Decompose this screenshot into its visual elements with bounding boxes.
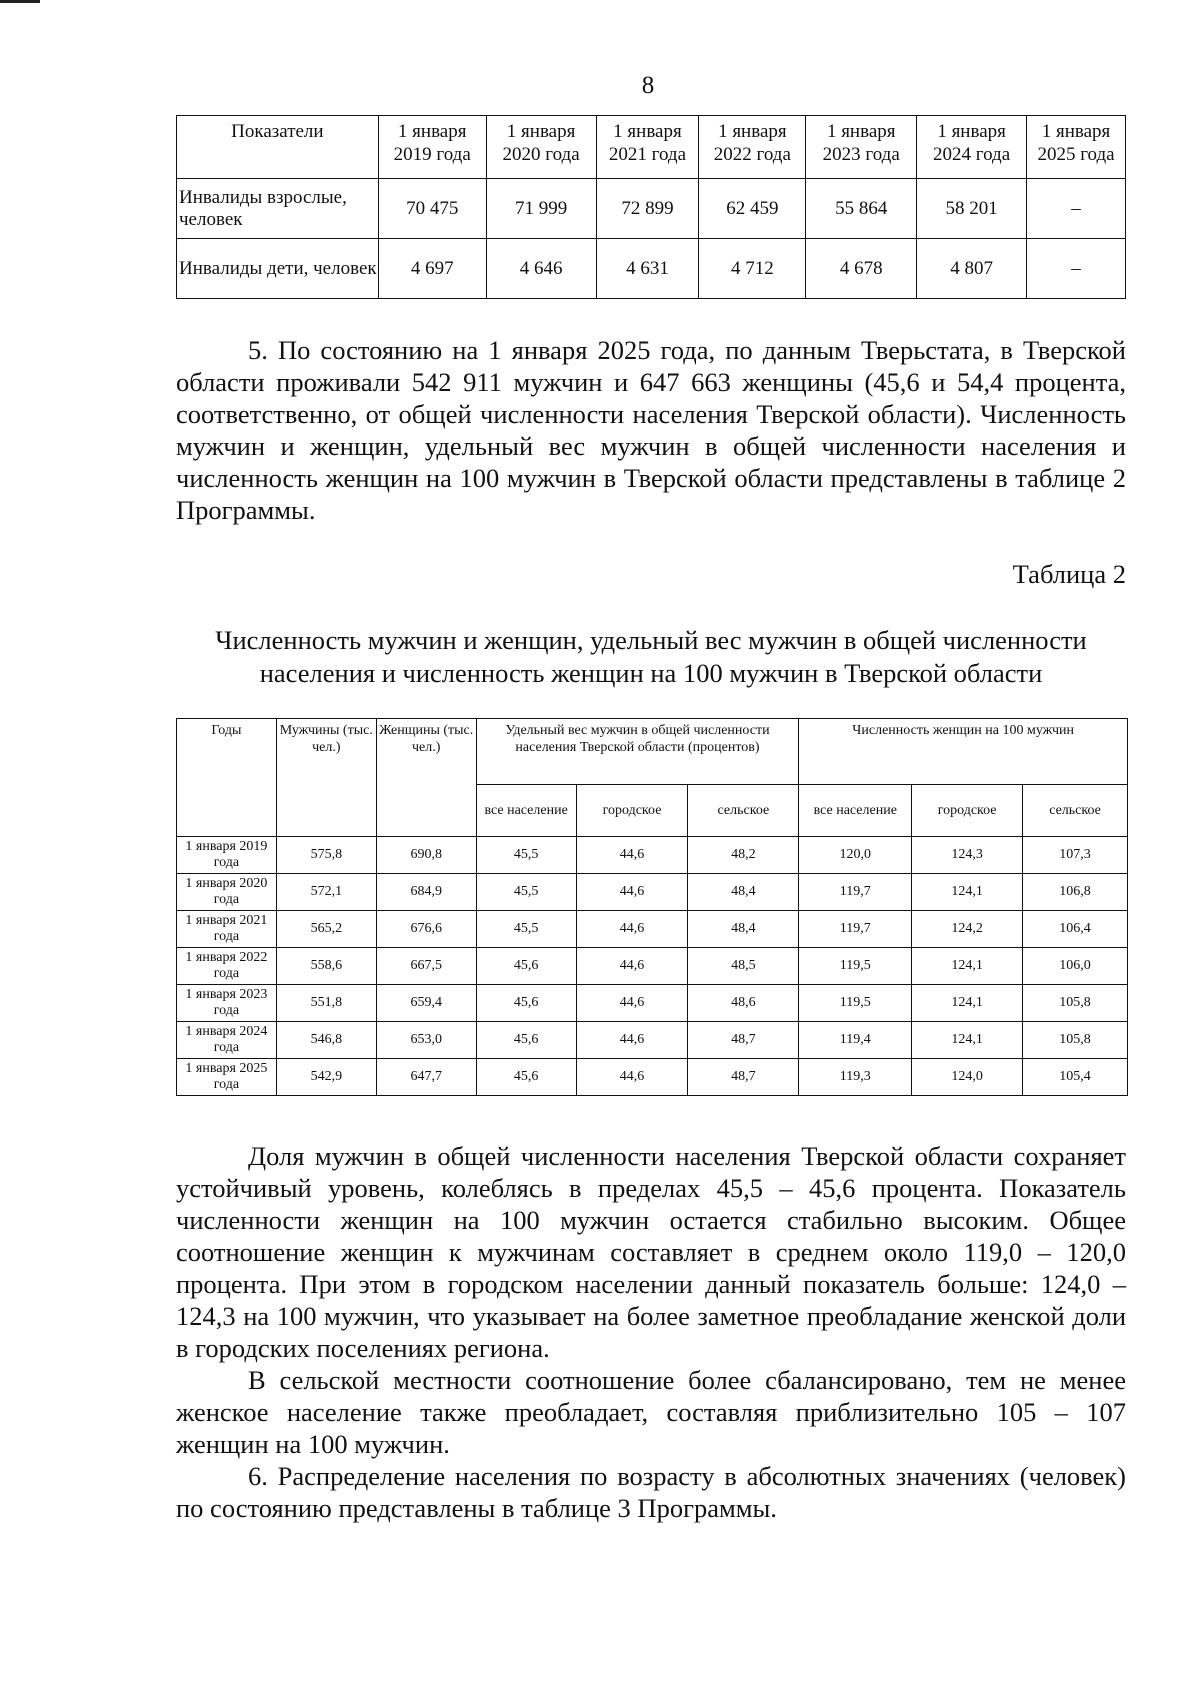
table-cell-men: 551,8: [276, 985, 376, 1022]
table-cell-men: 575,8: [276, 837, 376, 874]
table-cell-ratio-urban: 124,1: [912, 1022, 1023, 1059]
table-cell: 70 475: [378, 179, 486, 239]
table-cell-ratio-all: 119,5: [799, 948, 912, 985]
table-cell: –: [1027, 239, 1126, 299]
table-2-caption: Таблица 2: [1012, 559, 1126, 589]
header-year: 1 января 2019 года: [378, 116, 486, 179]
table-cell-women: 647,7: [376, 1059, 476, 1096]
table-cell-share-rural: 48,7: [688, 1059, 799, 1096]
table-cell-women: 667,5: [376, 948, 476, 985]
population-gender-table: [176, 718, 1128, 1096]
table-cell-ratio-rural: 106,8: [1023, 874, 1128, 911]
header-year: 1 января 2024 года: [917, 116, 1027, 179]
table-cell-share-rural: 48,4: [688, 911, 799, 948]
table-cell-ratio-urban: 124,1: [912, 948, 1023, 985]
table-cell: 62 459: [699, 179, 806, 239]
table-cell-ratio-all: 119,4: [799, 1022, 912, 1059]
row-label: Инвалиды взрослые, человек: [177, 179, 379, 239]
header-years: Годы: [177, 719, 277, 837]
table-cell-share-all: 45,6: [476, 985, 576, 1022]
header-year: 1 января 2020 года: [486, 116, 596, 179]
table-cell-ratio-all: 119,3: [799, 1059, 912, 1096]
table-cell: 4 678: [806, 239, 917, 299]
table-cell-share-urban: 44,6: [576, 948, 688, 985]
table-cell-ratio-urban: 124,2: [912, 911, 1023, 948]
table-header-row: [177, 719, 1128, 785]
table-row: [177, 179, 1126, 239]
table-cell-women: 684,9: [376, 874, 476, 911]
table-cell: 4 712: [699, 239, 806, 299]
table-row: [177, 911, 1128, 948]
table-cell-share-rural: 48,5: [688, 948, 799, 985]
table-cell-men: 546,8: [276, 1022, 376, 1059]
table-cell-women: 690,8: [376, 837, 476, 874]
header-share-rural: сельское: [688, 785, 799, 837]
page-number: 8: [641, 72, 655, 99]
table-cell-share-all: 45,6: [476, 948, 576, 985]
table-cell-ratio-urban: 124,1: [912, 985, 1023, 1022]
row-year: 1 января 2019 года: [177, 837, 277, 874]
header-year: 1 января 2023 года: [806, 116, 917, 179]
table-cell-share-urban: 44,6: [576, 837, 688, 874]
table-row: [177, 239, 1126, 299]
table-cell-ratio-rural: 105,4: [1023, 1059, 1128, 1096]
paragraph-men-share: Доля мужчин в общей численности населения Тверской области сохраняет устойчивый уровень, колеблясь в пределах 45,5 – 45,6 процента. Показатель численности женщин на 100 мужчин остается стабильно высоким. Общее соотношение женщин к мужчинам составляет в среднем около 119,0 – 120,0 процента. При этом в городском населении данный показатель больше: 124,0 – 124,3 на 100 мужчин, что указывает на более заметное преобладание женской доли в городских поселениях региона.: [176, 1141, 1126, 1363]
table-cell-share-all: 45,6: [476, 1022, 576, 1059]
table-row: [177, 874, 1128, 911]
header-men: Мужчины (тыс. чел.): [276, 719, 376, 837]
table-cell: 4 646: [486, 239, 596, 299]
table-cell-ratio-urban: 124,3: [912, 837, 1023, 874]
header-women: Женщины (тыс. чел.): [376, 719, 476, 837]
table-cell-men: 572,1: [276, 874, 376, 911]
table-cell-share-all: 45,5: [476, 874, 576, 911]
table-cell-share-all: 45,6: [476, 1059, 576, 1096]
table-cell-ratio-all: 120,0: [799, 837, 912, 874]
row-year: 1 января 2021 года: [177, 911, 277, 948]
table-cell-men: 558,6: [276, 948, 376, 985]
table-cell-share-all: 45,5: [476, 911, 576, 948]
table-cell-share-urban: 44,6: [576, 985, 688, 1022]
header-year: 1 января 2025 года: [1027, 116, 1126, 179]
table-cell: 72 899: [596, 179, 699, 239]
table-row: [177, 948, 1128, 985]
table-cell-share-rural: 48,4: [688, 874, 799, 911]
header-share-group: Удельный вес мужчин в общей численности населения Тверской области (процентов): [476, 719, 799, 785]
row-label: Инвалиды дети, человек: [177, 239, 379, 299]
header-ratio-rural: сельское: [1023, 785, 1128, 837]
row-year: 1 января 2020 года: [177, 874, 277, 911]
header-ratio-group: Численность женщин на 100 мужчин: [799, 719, 1128, 785]
scan-corner-mark: [0, 0, 40, 3]
table-cell-ratio-rural: 105,8: [1023, 985, 1128, 1022]
table-cell-ratio-all: 119,5: [799, 985, 912, 1022]
table-cell-men: 565,2: [276, 911, 376, 948]
table-cell-women: 659,4: [376, 985, 476, 1022]
header-year: 1 января 2022 года: [699, 116, 806, 179]
row-year: 1 января 2022 года: [177, 948, 277, 985]
table-cell: 4 697: [378, 239, 486, 299]
table-cell-ratio-urban: 124,0: [912, 1059, 1023, 1096]
table-cell: –: [1027, 179, 1126, 239]
table-row: [177, 985, 1128, 1022]
table-cell: 4 631: [596, 239, 699, 299]
header-indicators: Показатели: [177, 116, 379, 179]
table-cell-ratio-all: 119,7: [799, 874, 912, 911]
table-cell-ratio-all: 119,7: [799, 911, 912, 948]
table-row: [177, 837, 1128, 874]
table-cell-ratio-rural: 106,4: [1023, 911, 1128, 948]
paragraph-6: 6. Распределение населения по возрасту в абсолютных значениях (человек) по состоянию представлены в таблице 3 Программы.: [176, 1461, 1126, 1523]
table-cell-share-urban: 44,6: [576, 874, 688, 911]
table-cell-ratio-rural: 106,0: [1023, 948, 1128, 985]
row-year: 1 января 2023 года: [177, 985, 277, 1022]
table-cell-share-urban: 44,6: [576, 911, 688, 948]
paragraph-rural: В сельской местности соотношение более сбалансировано, тем не менее женское население также преобладает, составляя приблизительно 105 – 107 женщин на 100 мужчин.: [176, 1365, 1126, 1459]
table-cell-men: 542,9: [276, 1059, 376, 1096]
header-year: 1 января 2021 года: [596, 116, 699, 179]
table-header-row: [177, 116, 1126, 179]
table-cell: 71 999: [486, 179, 596, 239]
table-cell-women: 676,6: [376, 911, 476, 948]
table-cell-share-urban: 44,6: [576, 1059, 688, 1096]
table-cell-share-rural: 48,6: [688, 985, 799, 1022]
table-cell-share-rural: 48,2: [688, 837, 799, 874]
row-year: 1 января 2024 года: [177, 1022, 277, 1059]
table-cell-ratio-rural: 107,3: [1023, 837, 1128, 874]
table-cell-women: 653,0: [376, 1022, 476, 1059]
table-cell: 55 864: [806, 179, 917, 239]
table-row: [177, 1059, 1128, 1096]
table-cell-share-urban: 44,6: [576, 1022, 688, 1059]
header-share-urban: городское: [576, 785, 688, 837]
paragraph-5: 5. По состоянию на 1 января 2025 года, по данным Тверьстата, в Тверской области проживали 542 911 мужчин и 647 663 женщины (45,6 и 54,4 процента, соответственно, от общей численности населения Тверской области). Численность мужчин и женщин, удельный вес мужчин в общей численности населения и численность женщин на 100 мужчин в Тверской области представлены в таблице 2 Программы.: [176, 335, 1126, 525]
table-cell-ratio-urban: 124,1: [912, 874, 1023, 911]
row-year: 1 января 2025 года: [177, 1059, 277, 1096]
header-ratio-urban: городское: [912, 785, 1023, 837]
table-cell: 4 807: [917, 239, 1027, 299]
table-cell-share-all: 45,5: [476, 837, 576, 874]
table-row: [177, 1022, 1128, 1059]
header-share-all: все население: [476, 785, 576, 837]
disabled-persons-table: [176, 115, 1126, 299]
table-cell-share-rural: 48,7: [688, 1022, 799, 1059]
table-cell-ratio-rural: 105,8: [1023, 1022, 1128, 1059]
table-cell: 58 201: [917, 179, 1027, 239]
header-ratio-all: все население: [799, 785, 912, 837]
table-2-title: Численность мужчин и женщин, удельный вес мужчин в общей численности населения и численность женщин на 100 мужчин в Тверской области: [215, 625, 1087, 688]
